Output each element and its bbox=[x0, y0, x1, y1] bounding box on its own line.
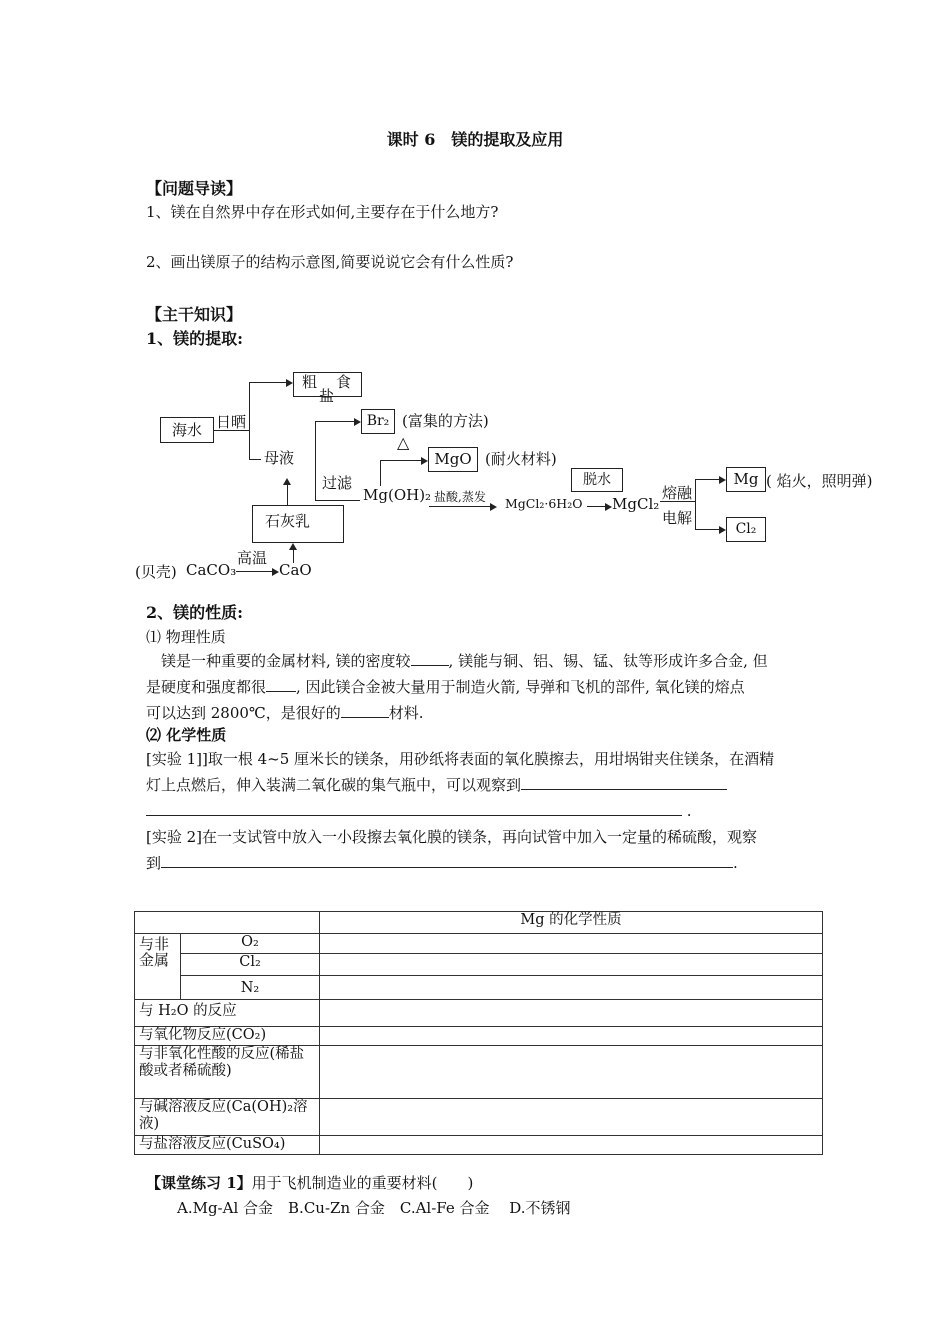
exercise-options: A.Mg-Al 合金 B.Cu-Zn 合金 C.Al-Fe 合金 D.不锈钢 bbox=[177, 1199, 571, 1217]
row-label-base: 与碱溶液反应(Ca(OH)₂溶液) bbox=[135, 1099, 320, 1136]
crude-salt-box: 粗 食盐 bbox=[293, 372, 362, 397]
physical-text: 是硬度和强度都很 bbox=[146, 678, 267, 696]
physical-text: 材料. bbox=[388, 704, 424, 722]
answer-cell[interactable] bbox=[320, 1046, 823, 1099]
table-row bbox=[135, 912, 823, 934]
arrowhead bbox=[289, 543, 297, 550]
arrowhead bbox=[719, 526, 726, 534]
row-label-acid: 与非氧化性酸的反应(稀盐酸或者稀硫酸) bbox=[135, 1046, 320, 1099]
answer-cell[interactable] bbox=[320, 954, 823, 976]
nonmetal-o2: O₂ bbox=[181, 934, 320, 954]
table-row bbox=[135, 934, 823, 954]
blank-hardness[interactable] bbox=[266, 676, 296, 692]
exercise-label: 【课堂练习 1】 bbox=[146, 1174, 252, 1192]
sun-dry-label: 日晒 bbox=[216, 413, 247, 431]
shell-label: (贝壳) bbox=[135, 563, 177, 581]
table-row bbox=[135, 1027, 823, 1046]
mgcl2-label: MgCl₂ bbox=[612, 495, 660, 513]
cao-label: CaO bbox=[279, 561, 312, 579]
section-extraction: 1、镁的提取: bbox=[146, 329, 244, 348]
page-title: 课时 6 镁的提取及应用 bbox=[386, 130, 564, 149]
filter-label: 过滤 bbox=[322, 474, 353, 492]
physical-paragraph bbox=[146, 648, 810, 726]
mgo-note: (耐火材料) bbox=[485, 450, 557, 468]
table-header-empty bbox=[135, 912, 320, 934]
exp2-line2: 到 bbox=[146, 854, 162, 872]
table-row bbox=[135, 1136, 823, 1155]
table-row bbox=[135, 954, 823, 976]
cl2-box: Cl₂ bbox=[726, 517, 766, 542]
physical-subheading: ⑴ 物理性质 bbox=[146, 628, 226, 646]
exercise-text: 用于飞机制造业的重要材料( ) bbox=[251, 1174, 474, 1192]
exp1-end: . bbox=[682, 802, 692, 820]
physical-text: , 因此镁合金被大量用于制造火箭, 导弹和飞机的部件, 氧化镁的熔点 bbox=[296, 678, 745, 696]
exp2-line1: [实验 2]在一支试管中放入一小段擦去氧化膜的镁条，再向试管中加入一定量的稀硫酸，观察 bbox=[146, 828, 758, 846]
br2-note: (富集的方法) bbox=[402, 412, 489, 430]
exp2-end: . bbox=[733, 854, 738, 872]
table-row bbox=[135, 976, 823, 1000]
arrowhead bbox=[286, 379, 293, 387]
high-temp-label: 高温 bbox=[237, 549, 268, 567]
answer-cell[interactable] bbox=[320, 1136, 823, 1155]
answer-cell[interactable] bbox=[320, 1000, 823, 1027]
nonmetal-cl2: Cl₂ bbox=[181, 954, 320, 976]
row-label-co2: 与氧化物反应(CO₂) bbox=[135, 1027, 320, 1046]
table-row bbox=[135, 1099, 823, 1136]
question-1: 1、镁在自然界中存在形式如何,主要存在于什么地方? bbox=[146, 203, 499, 221]
mg-note: ( 焰火，照明弹) bbox=[766, 472, 873, 490]
arrowhead bbox=[719, 476, 726, 484]
arrowhead bbox=[354, 418, 361, 426]
blank-density[interactable] bbox=[411, 650, 449, 666]
mg-chemical-properties-table bbox=[134, 911, 823, 1155]
section-properties: 2、镁的性质: bbox=[146, 603, 244, 622]
dehydrate-box: 脱水 bbox=[571, 468, 623, 492]
physical-text: 可以达到 2800℃，是很好的 bbox=[146, 704, 341, 722]
arrowheads bbox=[0, 0, 950, 600]
row-label-water: 与 H₂O 的反应 bbox=[135, 1000, 320, 1027]
intro-heading: 【问题导读】 bbox=[146, 179, 243, 198]
answer-cell[interactable] bbox=[320, 1099, 823, 1136]
exp1-line1: [实验 1]]取一根 4~5 厘米长的镁条，用砂纸将表面的氧化膜擦去，用坩埚钳夹住镁条，在酒精 bbox=[146, 750, 775, 768]
electrolysis-label: 电解 bbox=[662, 509, 693, 527]
answer-cell[interactable] bbox=[320, 1027, 823, 1046]
row-label-salt: 与盐溶液反应(CuSO₄) bbox=[135, 1136, 320, 1155]
main-heading: 【主干知识】 bbox=[146, 305, 243, 324]
blank-exp1-continued[interactable] bbox=[146, 800, 682, 816]
answer-cell[interactable] bbox=[320, 934, 823, 954]
table-header: Mg 的化学性质 bbox=[320, 912, 823, 934]
seawater-box: 海水 bbox=[160, 417, 214, 443]
table-row bbox=[135, 1000, 823, 1027]
exp1-line2: 灯上点燃后，伸入装满二氧化碳的集气瓶中，可以观察到 bbox=[146, 776, 522, 794]
hcl-evap-label: 盐酸,蒸发 bbox=[434, 490, 486, 504]
blank-exp1-observation[interactable] bbox=[521, 774, 727, 790]
mgo-box: MgO bbox=[428, 447, 478, 472]
arrowhead bbox=[272, 568, 279, 576]
mgoh2-label: Mg(OH)₂ bbox=[363, 486, 432, 504]
arrowhead bbox=[605, 503, 612, 511]
arrowhead bbox=[283, 478, 291, 485]
chemical-subheading: ⑵ 化学性质 bbox=[146, 726, 227, 744]
blank-exp2-observation[interactable] bbox=[161, 852, 733, 868]
melt-label: 熔融 bbox=[662, 484, 693, 502]
br2-box: Br₂ bbox=[361, 409, 395, 434]
physical-text: , 镁能与铜、铝、锡、锰、钛等形成许多合金, 但 bbox=[448, 652, 768, 670]
physical-text: 镁是一种重要的金属材料, 镁的密度较 bbox=[161, 652, 411, 670]
experiment-paragraph bbox=[146, 746, 810, 876]
lime-milk-box: 石灰乳 bbox=[252, 505, 344, 543]
mgcl2-hydrate-label: MgCl₂·6H₂O bbox=[505, 496, 583, 511]
caco3-label: CaCO₃ bbox=[186, 561, 237, 579]
heat-symbol: △ bbox=[397, 433, 410, 452]
nonmetal-group-label: 与非金属 bbox=[135, 934, 181, 1000]
arrowhead bbox=[421, 457, 428, 465]
mother-liquor-label: 母液 bbox=[264, 449, 295, 467]
arrowhead bbox=[490, 503, 497, 511]
exercise-question bbox=[146, 1172, 473, 1193]
nonmetal-n2: N₂ bbox=[181, 976, 320, 1000]
question-2: 2、画出镁原子的结构示意图,简要说说它会有什么性质? bbox=[146, 253, 514, 271]
answer-cell[interactable] bbox=[320, 976, 823, 1000]
blank-material[interactable] bbox=[341, 702, 389, 718]
table-row bbox=[135, 1046, 823, 1099]
mg-box: Mg bbox=[726, 467, 766, 492]
